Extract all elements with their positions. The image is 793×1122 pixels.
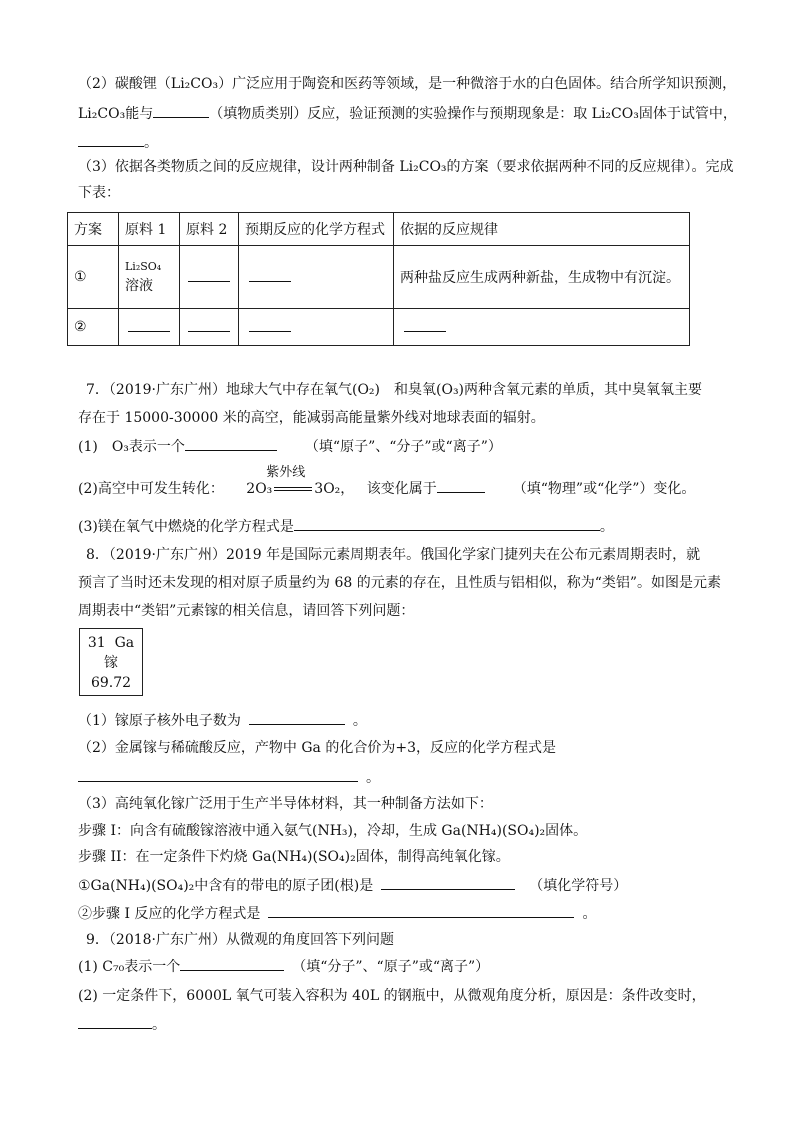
answer-blank-equation[interactable] (268, 903, 574, 918)
material1-state: 溶液 (125, 278, 153, 294)
plan-id: ② (68, 309, 119, 346)
q9-part1-hint: （填“分子”、“原子”或“离子”） (292, 959, 490, 975)
q8-sub1-hint: （填化学符号） (529, 878, 628, 894)
q8-sub2 (78, 903, 596, 924)
q9-part2: (2) 一定条件下，6000L 氧气可装入容积为 40L 的钢瓶中，从微观角度分析，原因是：条件改变时， (78, 988, 706, 1004)
q7-part2-text: (2)高空中可发生转化： (78, 481, 224, 497)
q9-part1-text: (1) C₇₀表示一个 (78, 959, 181, 975)
plan-id: ① (68, 246, 119, 309)
q8-intro-line1: 8．（2019·广东广州）2019 年是国际元素周期表年。俄国化学家门捷列夫在公布元素周期表时，就 (86, 547, 701, 563)
q7-part1 (78, 436, 502, 457)
q7-intro-line1: 7．（2019·广东广州）地球大气中存在氧气(O₂) 和臭氧(O₃)两种含氧元素的单质，其中臭氧氧主要 (86, 382, 703, 398)
element-name: 镓 (104, 655, 118, 671)
q8-part2: （2）金属镓与稀硫酸反应，产物中 Ga 的化合价为+3，反应的化学方程式是 (78, 740, 556, 756)
q8-step1: 步骤 I：向含有硫酸镓溶液中通入氨气(NH₃)，冷却，生成 Ga(NH₄)(SO₄)₂固体。 (78, 823, 588, 839)
q7-part2-hint: （填“物理”或“化学”）变化。 (512, 481, 696, 497)
q7-part3-text: (3)镁在氧气中燃烧的化学方程式是 (78, 519, 294, 535)
material1-formula: Li₂SO₄ (125, 260, 162, 273)
material2-cell[interactable] (180, 246, 239, 309)
q7-part3 (78, 516, 614, 537)
answer-blank[interactable] (404, 319, 446, 332)
q8-part1-end: 。 (352, 713, 367, 729)
q9-part1 (78, 956, 489, 977)
answer-blank[interactable] (249, 269, 291, 282)
q7-part2 (78, 465, 696, 499)
answer-blank-particle[interactable] (185, 436, 277, 451)
table-header-cell: 原料 1 (119, 213, 180, 246)
q7-part1-hint: （填“原子”、“分子”或“离子”） (304, 439, 502, 455)
answer-blank-electrons[interactable] (249, 710, 345, 725)
answer-blank[interactable] (188, 269, 230, 282)
table-row (68, 246, 690, 309)
rule-cell: 两种盐反应生成两种新盐，生成物中有沉淀。 (394, 246, 690, 309)
q6-2-line1: （2）碳酸锂（Li₂CO₃）广泛应用于陶瓷和医药等领域，是一种微溶于水的白色固体。结合所学知识预测， (78, 76, 737, 92)
answer-blank-reason[interactable] (78, 1014, 152, 1029)
q7-intro-line2: 存在于 15000-30000 米的高空，能减弱高能量紫外线对地球表面的辐射。 (78, 410, 545, 426)
answer-blank-substance-type[interactable] (153, 103, 209, 118)
answer-blank[interactable] (249, 319, 291, 332)
equation-left: 2O₃ (246, 481, 273, 497)
q8-intro-line2: 预言了当时还未发现的相对原子质量约为 68 的元素的存在，且性质与铝相似，称为“类铝”。如图是元素 (78, 575, 722, 591)
answer-blank-particle[interactable] (180, 956, 284, 971)
ozone-conversion-equation (246, 465, 355, 499)
q8-sub2-text: ②步骤 I 反应的化学方程式是 (78, 906, 261, 922)
answer-blank-phenomenon[interactable] (78, 132, 144, 147)
q8-part2-answer (78, 767, 380, 788)
table-header-row (68, 213, 690, 246)
material1-cell (119, 246, 180, 309)
q7-part3-end: 。 (599, 519, 614, 535)
q8-part3: （3）高纯氧化镓广泛用于生产半导体材料，其一种制备方法如下： (78, 796, 493, 812)
element-number-symbol (80, 629, 142, 653)
q7-part2-text-b: 该变化属于 (366, 481, 437, 497)
answer-blank-equation[interactable] (78, 767, 358, 782)
table-header-cell: 方案 (68, 213, 119, 246)
table-row (68, 309, 690, 346)
q9-part2-end: 。 (152, 1017, 166, 1033)
table-header-cell: 预期反应的化学方程式 (239, 213, 394, 246)
q6-3-line1: （3）依据各类物质之间的反应规律，设计两种制备 Li₂CO₃的方案（要求依据两种不同的反应规律）。完成 (78, 159, 734, 175)
answer-blank[interactable] (128, 319, 170, 332)
equation-cell[interactable] (239, 246, 394, 309)
q8-sub1 (78, 875, 627, 896)
q9-part2-answer (78, 1014, 166, 1035)
equation-arrow (274, 487, 312, 491)
equation-right: 3O₂， (314, 481, 355, 497)
answer-blank-equation[interactable] (294, 516, 600, 531)
atomic-mass: 69.72 (90, 675, 132, 691)
equation-condition-label: 紫外线 (266, 465, 306, 480)
q6-2-text-a: Li₂CO₃能与 (78, 106, 154, 122)
material2-cell[interactable] (180, 309, 239, 346)
periodic-table-cell-gallium (79, 628, 143, 696)
rule-cell[interactable] (394, 309, 690, 346)
table-header-cell: 依据的反应规律 (394, 213, 690, 246)
q8-intro-line3: 周期表中“类铝”元素镓的相关信息，请回答下列问题： (78, 603, 415, 619)
atomic-number: 31 (87, 635, 106, 651)
equation-cell[interactable] (239, 309, 394, 346)
material1-cell[interactable] (119, 309, 180, 346)
answer-blank-change-type[interactable] (437, 478, 485, 493)
q7-part1-text: (1) O₃表示一个 (78, 439, 185, 455)
q8-part1-text: （1）镓原子核外电子数为 (78, 713, 241, 729)
answer-blank[interactable] (188, 319, 230, 332)
q6-3-line2: 下表： (78, 185, 120, 201)
q6-2-line3 (78, 132, 158, 153)
element-symbol: Ga (114, 635, 135, 651)
q6-2-line2 (78, 103, 737, 124)
q8-part2-end: 。 (366, 770, 380, 786)
q8-step2: 步骤 II：在一定条件下灼烧 Ga(NH₄)(SO₄)₂固体，制得高纯氧化镓。 (78, 849, 510, 865)
table-header-cell: 原料 2 (180, 213, 239, 246)
q8-sub2-end: 。 (582, 906, 597, 922)
plan-table (67, 212, 690, 346)
answer-blank-ion[interactable] (381, 875, 515, 890)
q8-part1 (78, 710, 367, 731)
q6-2-text-b: （填物质类别）反应，验证预测的实验操作与预期现象是：取 Li₂CO₃固体于试管中， (209, 106, 737, 122)
q6-2-text-end: 。 (144, 135, 158, 151)
q9-intro: 9．（2018·广东广州）从微观的角度回答下列问题 (86, 932, 394, 948)
q8-sub1-text: ①Ga(NH₄)(SO₄)₂中含有的带电的原子团(根)是 (78, 878, 374, 894)
